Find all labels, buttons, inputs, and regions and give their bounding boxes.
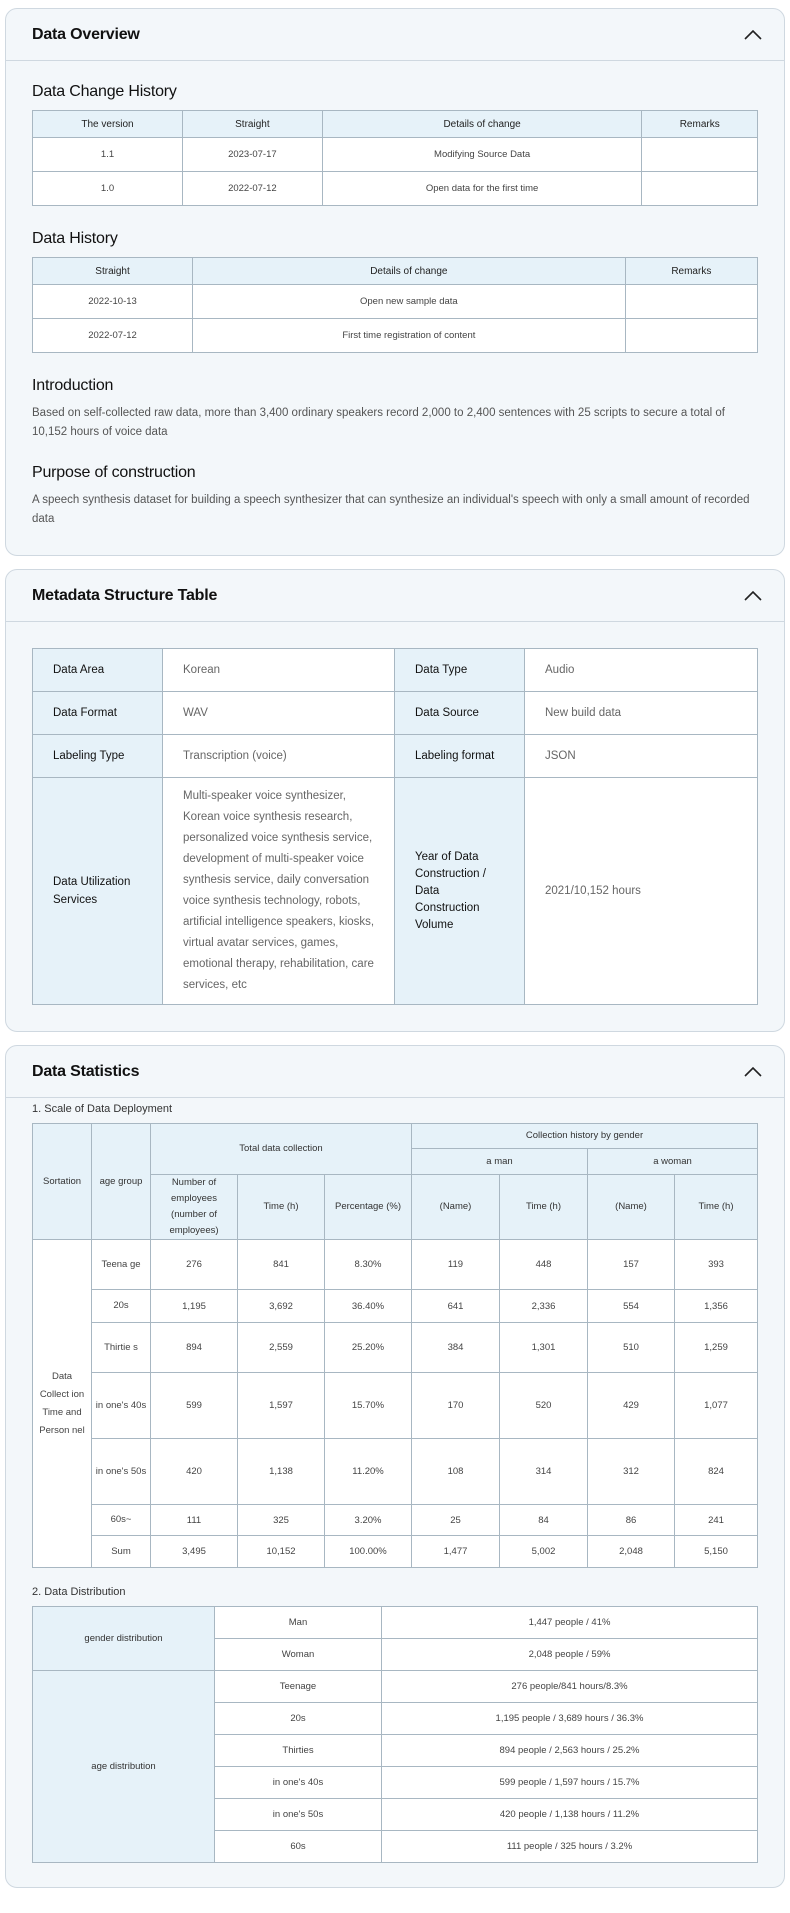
age-value-cell: 599 people / 1,597 hours / 15.7%: [382, 1767, 758, 1799]
man-count-cell: 1,477: [412, 1536, 500, 1568]
labeling-format-value: JSON: [525, 735, 758, 778]
age-value-cell: 111 people / 325 hours / 3.2%: [382, 1831, 758, 1863]
percent-cell: 11.20%: [325, 1439, 412, 1505]
table-row: [33, 319, 758, 353]
scale-subtitle: 1. Scale of Data Deployment: [32, 1103, 173, 1115]
data-history-title: Data History: [32, 230, 118, 247]
time-cell: 841: [238, 1240, 325, 1290]
woman-time-cell: 241: [675, 1505, 758, 1536]
count-cell: 3,495: [151, 1536, 238, 1568]
percent-cell: 36.40%: [325, 1290, 412, 1323]
table-row: [33, 1671, 758, 1703]
man-count-cell: 170: [412, 1373, 500, 1439]
table-row: [33, 1505, 758, 1536]
time-cell: 2,559: [238, 1323, 325, 1373]
man-time-cell: 5,002: [500, 1536, 588, 1568]
year-volume-label: Year of Data Construction / Data Construction Volume: [395, 778, 525, 1005]
man-time-header: Time (h): [500, 1175, 588, 1240]
date-cell: 2023-07-17: [183, 138, 323, 172]
table-row: [33, 1240, 758, 1290]
percent-cell: 100.00%: [325, 1536, 412, 1568]
age-key-cell: Teenage: [215, 1671, 382, 1703]
chevron-up-icon[interactable]: [742, 585, 764, 607]
age-cell: Sum: [92, 1536, 151, 1568]
age-group-header: age group: [92, 1124, 151, 1240]
data-history-table: [32, 257, 758, 353]
man-count-cell: 641: [412, 1290, 500, 1323]
distribution-table: [32, 1606, 758, 1863]
age-value-cell: 420 people / 1,138 hours / 11.2%: [382, 1799, 758, 1831]
age-cell: Teena ge: [92, 1240, 151, 1290]
introduction-text: Based on self-collected raw data, more than 3,400 ordinary speakers record 2,000 to 2,400 sentences with 25 scripts to secure a total of 10,152 hours of voice data: [32, 407, 725, 438]
table-header: The version: [33, 111, 183, 138]
woman-time-cell: 393: [675, 1240, 758, 1290]
man-time-cell: 2,336: [500, 1290, 588, 1323]
table-row: [33, 1536, 758, 1568]
year-volume-value: 2021/10,152 hours: [525, 778, 758, 1005]
gender-value-cell: 2,048 people / 59%: [382, 1639, 758, 1671]
woman-time-cell: 1,356: [675, 1290, 758, 1323]
count-cell: 1,195: [151, 1290, 238, 1323]
labeling-format-label: Labeling format: [395, 735, 525, 778]
time-header: Time (h): [238, 1175, 325, 1240]
data-overview-panel: [5, 8, 785, 556]
version-cell: 1.1: [33, 138, 183, 172]
data-source-label: Data Source: [395, 692, 525, 735]
time-cell: 10,152: [238, 1536, 325, 1568]
table-row: [33, 138, 758, 172]
age-cell: in one's 40s: [92, 1373, 151, 1439]
labeling-type-label: Labeling Type: [33, 735, 163, 778]
gender-distribution-label: gender distribution: [33, 1607, 215, 1671]
percent-cell: 3.20%: [325, 1505, 412, 1536]
details-cell: Open new sample data: [193, 285, 626, 319]
time-cell: 3,692: [238, 1290, 325, 1323]
details-cell: First time registration of content: [193, 319, 626, 353]
age-cell: 60s~: [92, 1505, 151, 1536]
change-history-table: [32, 110, 758, 206]
age-value-cell: 894 people / 2,563 hours / 25.2%: [382, 1735, 758, 1767]
statistics-title: Data Statistics: [32, 1062, 140, 1080]
table-header: Details of change: [193, 258, 626, 285]
woman-count-cell: 554: [588, 1290, 675, 1323]
purpose-title: Purpose of construction: [32, 464, 196, 481]
count-cell: 276: [151, 1240, 238, 1290]
date-cell: 2022-07-12: [33, 319, 193, 353]
count-cell: 599: [151, 1373, 238, 1439]
age-key-cell: 60s: [215, 1831, 382, 1863]
sortation-cell: Data Collect ion Time and Person nel: [33, 1240, 92, 1568]
metadata-header[interactable]: [6, 570, 784, 622]
man-time-cell: 448: [500, 1240, 588, 1290]
woman-count-cell: 157: [588, 1240, 675, 1290]
count-cell: 111: [151, 1505, 238, 1536]
man-time-cell: 520: [500, 1373, 588, 1439]
date-cell: 2022-07-12: [183, 172, 323, 206]
data-overview-header[interactable]: [6, 9, 784, 61]
age-cell: in one's 50s: [92, 1439, 151, 1505]
woman-name-header: (Name): [588, 1175, 675, 1240]
man-count-cell: 119: [412, 1240, 500, 1290]
woman-count-cell: 2,048: [588, 1536, 675, 1568]
statistics-header[interactable]: [6, 1046, 784, 1098]
woman-count-cell: 86: [588, 1505, 675, 1536]
age-key-cell: 20s: [215, 1703, 382, 1735]
woman-count-cell: 429: [588, 1373, 675, 1439]
data-area-value: Korean: [163, 649, 395, 692]
metadata-panel: [5, 569, 785, 1032]
woman-time-cell: 5,150: [675, 1536, 758, 1568]
man-count-cell: 25: [412, 1505, 500, 1536]
table-header: Straight: [33, 258, 193, 285]
version-cell: 1.0: [33, 172, 183, 206]
man-time-cell: 84: [500, 1505, 588, 1536]
table-header: Straight: [183, 111, 323, 138]
percent-cell: 25.20%: [325, 1323, 412, 1373]
gender-key-cell: Man: [215, 1607, 382, 1639]
introduction-title: Introduction: [32, 377, 114, 394]
woman-count-cell: 312: [588, 1439, 675, 1505]
man-name-header: (Name): [412, 1175, 500, 1240]
table-row: [33, 1290, 758, 1323]
utilization-label: Data Utilization Services: [33, 778, 163, 1005]
age-cell: Thirtie s: [92, 1323, 151, 1373]
table-row: [33, 172, 758, 206]
remarks-cell: [642, 172, 758, 206]
date-cell: 2022-10-13: [33, 285, 193, 319]
table-row: [33, 1439, 758, 1505]
woman-count-cell: 510: [588, 1323, 675, 1373]
age-cell: 20s: [92, 1290, 151, 1323]
age-key-cell: in one's 40s: [215, 1767, 382, 1799]
woman-header: a woman: [588, 1149, 758, 1175]
table-header: Remarks: [642, 111, 758, 138]
time-cell: 325: [238, 1505, 325, 1536]
age-value-cell: 1,195 people / 3,689 hours / 36.3%: [382, 1703, 758, 1735]
metadata-title: Metadata Structure Table: [32, 586, 218, 604]
time-cell: 1,138: [238, 1439, 325, 1505]
scale-table: [32, 1123, 758, 1568]
age-value-cell: 276 people/841 hours/8.3%: [382, 1671, 758, 1703]
time-cell: 1,597: [238, 1373, 325, 1439]
chevron-up-icon[interactable]: [742, 24, 764, 46]
remarks-cell: [625, 285, 757, 319]
table-header: Remarks: [625, 258, 757, 285]
table-header: Details of change: [322, 111, 642, 138]
percentage-header: Percentage (%): [325, 1175, 412, 1240]
data-type-label: Data Type: [395, 649, 525, 692]
data-type-value: Audio: [525, 649, 758, 692]
man-count-cell: 384: [412, 1323, 500, 1373]
age-distribution-label: age distribution: [33, 1671, 215, 1863]
labeling-type-value: Transcription (voice): [163, 735, 395, 778]
table-row: [33, 1323, 758, 1373]
change-history-title: Data Change History: [32, 83, 177, 100]
woman-time-cell: 824: [675, 1439, 758, 1505]
distribution-subtitle: 2. Data Distribution: [32, 1586, 126, 1598]
age-key-cell: in one's 50s: [215, 1799, 382, 1831]
table-row: [33, 285, 758, 319]
gender-history-header: Collection history by gender: [412, 1124, 758, 1149]
woman-time-cell: 1,077: [675, 1373, 758, 1439]
percent-cell: 8.30%: [325, 1240, 412, 1290]
metadata-table: [32, 648, 758, 1005]
total-collection-header: Total data collection: [151, 1124, 412, 1175]
details-cell: Modifying Source Data: [322, 138, 642, 172]
woman-time-header: Time (h): [675, 1175, 758, 1240]
data-area-label: Data Area: [33, 649, 163, 692]
man-count-cell: 108: [412, 1439, 500, 1505]
purpose-text: A speech synthesis dataset for building a speech synthesizer that can synthesize an individual's speech with only a small amount of recorded data: [32, 494, 750, 525]
age-key-cell: Thirties: [215, 1735, 382, 1767]
sortation-header: Sortation: [33, 1124, 92, 1240]
data-format-value: WAV: [163, 692, 395, 735]
gender-key-cell: Woman: [215, 1639, 382, 1671]
data-source-value: New build data: [525, 692, 758, 735]
data-statistics-panel: [5, 1045, 785, 1888]
man-header: a man: [412, 1149, 588, 1175]
gender-value-cell: 1,447 people / 41%: [382, 1607, 758, 1639]
data-overview-title: Data Overview: [32, 25, 140, 43]
count-cell: 420: [151, 1439, 238, 1505]
man-time-cell: 1,301: [500, 1323, 588, 1373]
table-row: [33, 1373, 758, 1439]
table-row: [33, 1607, 758, 1639]
utilization-value: Multi-speaker voice synthesizer, Korean voice synthesis research, personalized voice synthesis service, development of multi-speaker voice synthesis service, daily conversation voice synthesis technology, robots, artificial intelligence speakers, kiosks, virtual avatar services, games, emotional therapy, rehabilitation, care services, etc: [163, 778, 395, 1005]
man-time-cell: 314: [500, 1439, 588, 1505]
woman-time-cell: 1,259: [675, 1323, 758, 1373]
remarks-cell: [625, 319, 757, 353]
percent-cell: 15.70%: [325, 1373, 412, 1439]
remarks-cell: [642, 138, 758, 172]
employees-header: Number of employees (number of employees): [151, 1175, 238, 1240]
count-cell: 894: [151, 1323, 238, 1373]
data-format-label: Data Format: [33, 692, 163, 735]
chevron-up-icon[interactable]: [742, 1061, 764, 1083]
details-cell: Open data for the first time: [322, 172, 642, 206]
